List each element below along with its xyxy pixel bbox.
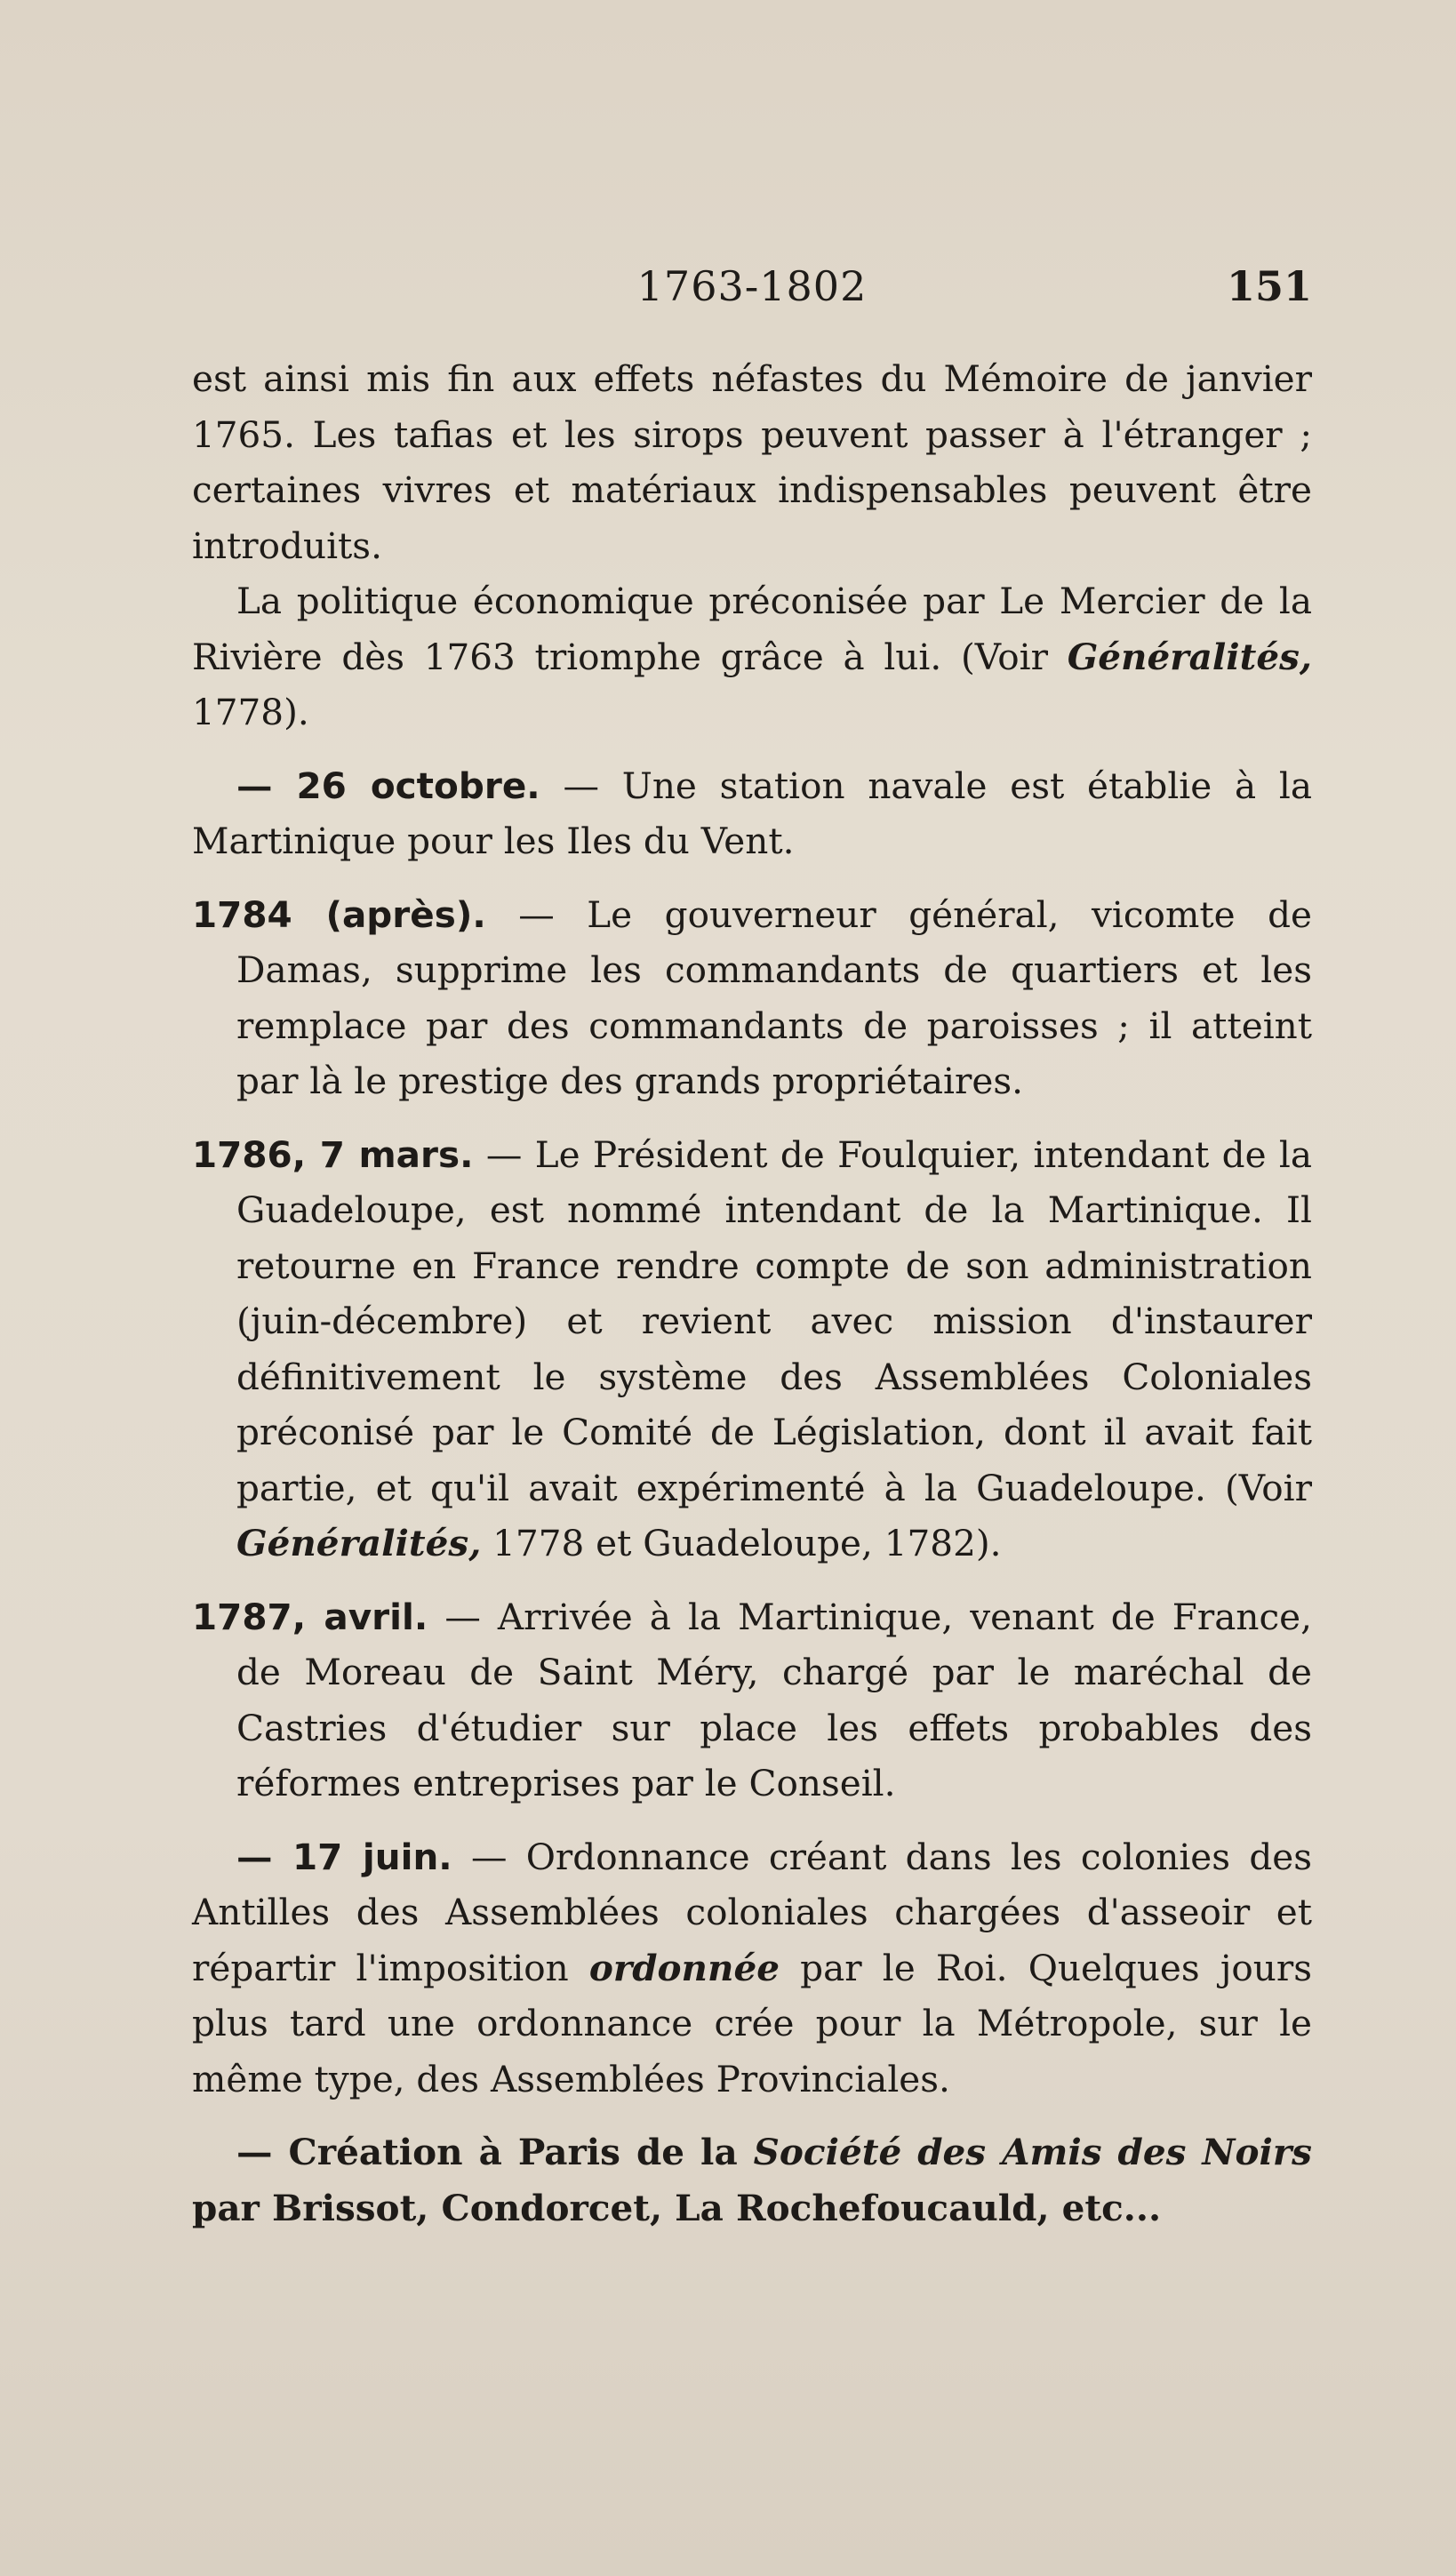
paragraph-text: est ainsi mis fin aux effets néfastes du Mémoire de janvier 1765. Les tafias et les sirops peuvent passer à l'étranger ; certaines vivres et matériaux indispensables peuvent être introduits.	[192, 357, 1312, 567]
entry-text: — Création à Paris de la	[236, 2131, 754, 2173]
society-name-italic: Société des Amis des Noirs	[753, 2131, 1312, 2173]
entry-1787	[192, 1589, 1312, 1812]
page-number: 151	[1226, 262, 1312, 310]
entry-text: 1778 et Guadeloupe, 1782).	[481, 1522, 1002, 1564]
entry-26-octobre	[192, 758, 1312, 869]
paragraph-economic-policy	[192, 573, 1312, 740]
cross-reference-italic: Généralités,	[236, 1522, 482, 1564]
entry-date-heading: 17 juin.	[292, 1835, 452, 1878]
entry-date-heading: 26 octobre.	[296, 764, 540, 807]
entry-text: — Une station navale est établie à la Martinique pour les Iles du Vent.	[192, 764, 1312, 862]
entry-dash: —	[236, 764, 297, 807]
paragraph-continuation	[192, 351, 1312, 573]
body-text	[192, 351, 1312, 2236]
entry-text: — Le Président de Foulquier, intendant de la Guadeloupe, est nommé intendant de la Martinique. Il retourne en France rendre compte de son administration (juin-décembre) et revient avec mission d'instaurer définitivement le système des Assemblées Coloniales préconisé par le Comité de Législation, dont il avait fait partie, et qu'il avait expérimenté à la Guadeloupe. (Voir	[236, 1132, 1312, 1509]
entry-text: par le Roi. Quelques jours plus tard une ordonnance crée pour la Métropole, sur le même type, des Assemblées Provinciales.	[192, 1946, 1313, 2100]
entry-text: — Ordonnance créant dans les colonies des Antilles des Assemblées coloniales chargées d'asseoir et répartir l'imposition	[192, 1835, 1312, 1989]
entry-dash: —	[236, 1835, 292, 1878]
entry-text: — Arrivée à la Martinique, venant de France, de Moreau de Saint Méry, chargé par le maréchal de Castries d'étudier sur place les effets probables des réformes entreprises par le Conseil.	[236, 1595, 1312, 1804]
entry-17-juin	[192, 1829, 1312, 2108]
cross-reference-italic: Généralités,	[1067, 635, 1312, 678]
entry-1786	[192, 1127, 1312, 1572]
entry-text: — Le gouverneur général, vicomte de Damas, supprime les commandants de quartiers et les remplace par des commandants de paroisses ; il atteint par là le prestige des grands propriétaires.	[236, 892, 1312, 1102]
running-head	[192, 260, 1312, 313]
entry-date-heading: 1784 (après).	[192, 892, 486, 936]
entry-societe-amis-des-noirs	[192, 2124, 1312, 2236]
entry-1784	[192, 887, 1312, 1109]
paragraph-text: 1778).	[192, 691, 309, 733]
emphasis-italic: ordonnée	[588, 1946, 780, 1989]
entry-text: par Brissot, Condorcet, La Rochefoucauld, etc...	[192, 2186, 1162, 2229]
entry-date-heading: 1786, 7 mars.	[192, 1132, 474, 1176]
running-head-title: 1763-1802	[636, 262, 868, 310]
entry-date-heading: 1787, avril.	[192, 1595, 428, 1638]
paragraph-text: La politique économique préconisée par Le Mercier de la Rivière dès 1763 triomphe grâce à lui. (Voir	[192, 580, 1312, 678]
